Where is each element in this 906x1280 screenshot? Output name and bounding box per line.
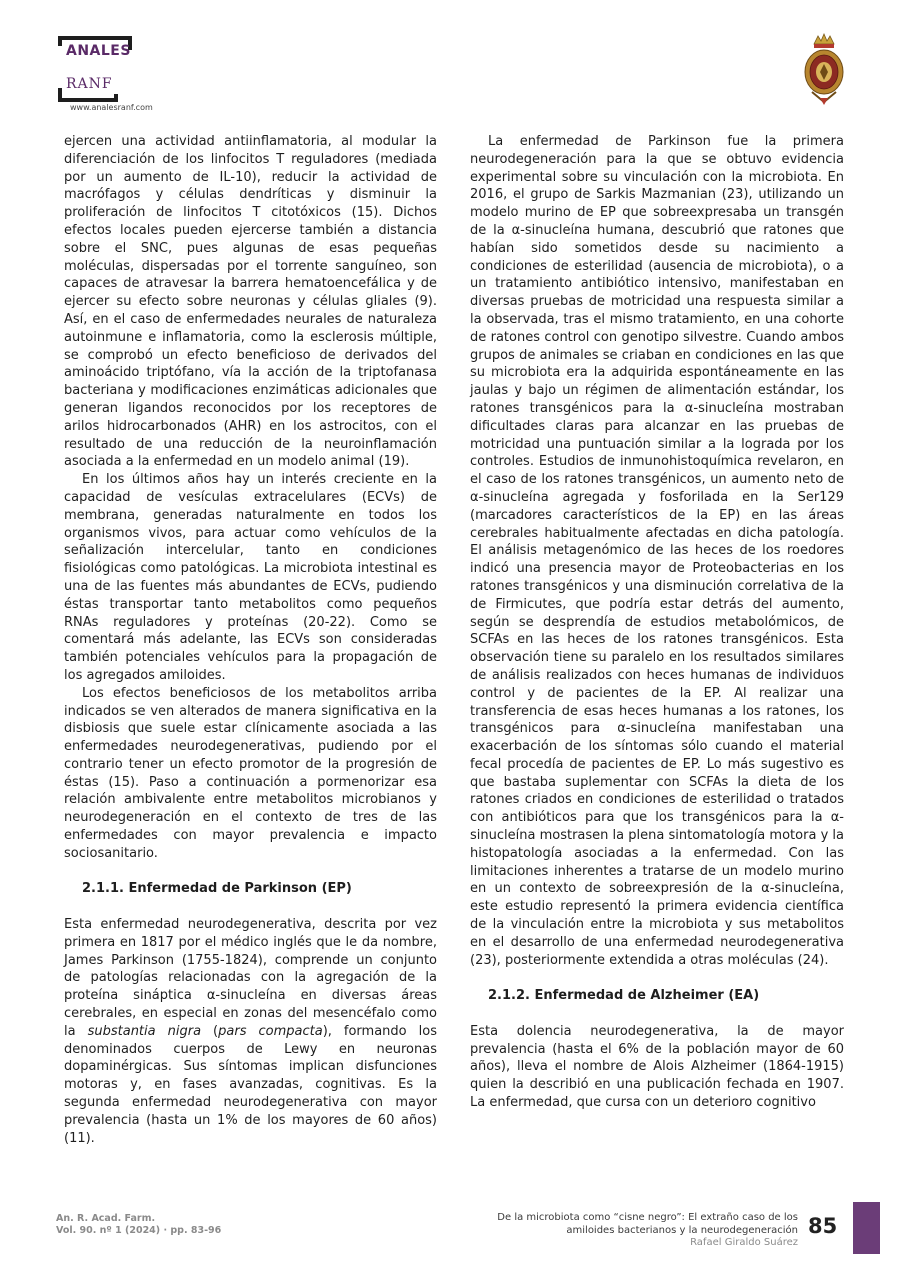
royal-academy-crest-icon: [800, 32, 848, 106]
paragraph: La enfermedad de Parkinson fue la primera neurodegeneración para la que se obtuvo evidencia experimental sobre su vinculación con la microbiota. En 2016, el grupo de Sarkis Mazmanian (23), utilizando un modelo murino de EP que sobreexpresaba un transgén de la α-sinucleína humana, descubrió que ratones que habían sido sometidos desde su nacimiento a condiciones de esterilidad (ausencia de microbiota), o a un tratamiento antibiótico intensivo, manifestaban en diversas pruebas de motricidad una respuesta similar a la observada, tras el mismo tratamiento, en una cohorte de ratones control con genotipo silvestre. Cuando ambos grupos de animales se criaban en condiciones en las que su microbiota era la adquirida espontáneamente en las jaulas y bajo un régimen de alimentación estándar, los ratones transgénicos para la α-sinucleína mostraban dificultades claras para alcanzar en las pruebas de motricidad una puntuación similar a la lograda por los controles. Estudios de inmunohistoquímica revelaron, en el caso de los ratones transgénicos, un aumento neto de α-sinucleína agregada y fosforilada en la Ser129 (marcadores característicos de la EP) en las áreas cerebrales habitualmente afectadas en dicha patología. El análisis metagenómico de las heces de los roedores indicó una presencia mayor de Proteobacterias en los ratones transgénicos y una disminución correlativa de la de Firmicutes, que podría estar detrás del aumento, según se desprendía de estudios metabolómicos, de SCFAs en las heces de los ratones transgénicos. Esta observación tiene su paralelo en los resultados similares de análisis realizados con heces humanas de individuos control y de pacientes de la EP. Al realizar una transferencia de esas heces humanas a los ratones, los transgénicos para α-sinucleína manifestaban una exacerbación de los síntomas sólo cuando el material fecal procedía de pacientes de EP. Lo más sugestivo es que bastaba suplementar con SCFAs la dieta de los ratones criados en condiciones de esterilidad o tratados con antibióticos para que los transgénicos para la α-sinucleína mostrasen la plena sintomatología motora y la histopatología asociadas a la enfermedad. Con las limitaciones inherentes a tratarse de un modelo murino en un contexto de sobreexpresión de la α-sinucleína, este estudio representó la primera evidencia científica de la vinculación entre la microbiota y sus metabolitos en el desarrollo de una enfermedad neurodegenerativa (23), posteriormente extendida a otras moléculas (24).: [470, 134, 844, 968]
article-title-line2: amiloides bacterianos y la neurodegeneración: [566, 1224, 798, 1236]
logo-title: ANALES: [66, 43, 131, 59]
article-info: [440, 1212, 798, 1250]
journal-volume: Vol. 90. nº 1 (2024) · pp. 83-96: [56, 1225, 222, 1236]
journal-name: An. R. Acad. Farm.: [56, 1213, 156, 1224]
page-number: 85: [808, 1214, 838, 1238]
paragraph: ejercen una actividad antiinflamatoria, al modular la diferenciación de los linfocitos T reguladores (mediada por un aumento de IL-10), reducir la actividad de macrófagos y células dendríticas y disminuir la proliferación de linfocitos T citotóxicos (15). Dichos efectos locales pueden ejercerse también a distancia sobre el SNC, pues algunas de esas pequeñas moléculas, dispersadas por el torrente sanguíneo, son capaces de atravesar la barrera hematoencefálica y de ejercer su efecto sobre neuronas y células gliales (9). Así, en el caso de enfermedades neurales de naturaleza autoinmune e inflamatoria, como la esclerosis múltiple, se comprobó un efecto beneficioso de derivados del aminoácido triptófano, vía la acción de la triptofanasa bacteriana y modificaciones enzimáticas adicionales que generan ligandos reconocidos por los receptores de arilos hidrocarbonados (AHR) en los astrocitos, con el resultado de una reducción de la neuroinflamación asociada a la enfermedad en un modelo animal (19).: [64, 134, 437, 470]
journal-logo: [56, 36, 186, 116]
paragraph: Esta dolencia neurodegenerativa, la de mayor prevalencia (hasta el 6% de la población mayor de 60 años), lleva el nombre de Alois Alzheimer (1864-1915) quien la describió en una publicación fechada en 1907. La enfermedad, que cursa con un deterioro cognitivo: [470, 1023, 844, 1111]
left-column: [64, 133, 437, 1147]
paragraph: Los efectos beneficiosos de los metabolitos arriba indicados se ven alterados de manera significativa en la disbiosis que suele estar clínicamente asociada a las enfermedades neurodegenerativas, pudiendo por el contrario tener un efecto promotor de la progresión de éstas (15). Paso a continuación a pormenorizar esa relación ambivalente entre metabolitos microbianos y neurodegeneración en el contexto de tres de las enfermedades con mayor prevalencia e impacto sociosanitario.: [64, 685, 437, 861]
article-title-line1: De la microbiota como “cisne negro”: El extraño caso de los: [497, 1212, 798, 1223]
logo-url: www.analesranf.com: [70, 103, 153, 112]
page-accent-bar: [853, 1202, 880, 1254]
article-author: Rafael Giraldo Suárez: [690, 1237, 798, 1248]
paragraph: Esta enfermedad neurodegenerativa, descrita por vez primera en 1817 por el médico inglés que le da nombre, James Parkinson (1755-1824), comprende un conjunto de patologías relacionadas con la agregación de la proteína sináptica α-sinucleína en diversas áreas cerebrales, en especial en zonas del mesencéfalo como la substantia nigra (pars compacta), formando los denominados cuerpos de Lewy en neuronas dopaminérgicas. Sus síntomas implican disfunciones motoras y, en fases avanzadas, cognitivas. Es la segunda enfermedad neurodegenerativa con mayor prevalencia (hasta un 1% de los mayores de 60 años) (11).: [64, 917, 437, 1146]
paragraph: En los últimos años hay un interés creciente en la capacidad de vesículas extracelulares (ECVs) de membrana, generadas naturalmente en todos los organismos vivos, para actuar como vehículos de la señalización intercelular, tanto en condiciones fisiológicas como patológicas. La microbiota intestinal es una de las fuentes más abundantes de ECVs, pudiendo éstas transportar tanto metabolitos como pequeños RNAs reguladores y proteínas (20-22). Como se comentará más adelante, las ECVs son consideradas también potenciales vehículos para la propagación de los agregados amiloides.: [64, 472, 437, 683]
logo-subtitle: RANF: [66, 76, 113, 92]
section-heading: 2.1.2. Enfermedad de Alzheimer (EA): [488, 988, 760, 1004]
right-column: [470, 133, 844, 1112]
journal-citation: [56, 1213, 221, 1237]
section-heading: 2.1.1. Enfermedad de Parkinson (EP): [82, 881, 352, 897]
